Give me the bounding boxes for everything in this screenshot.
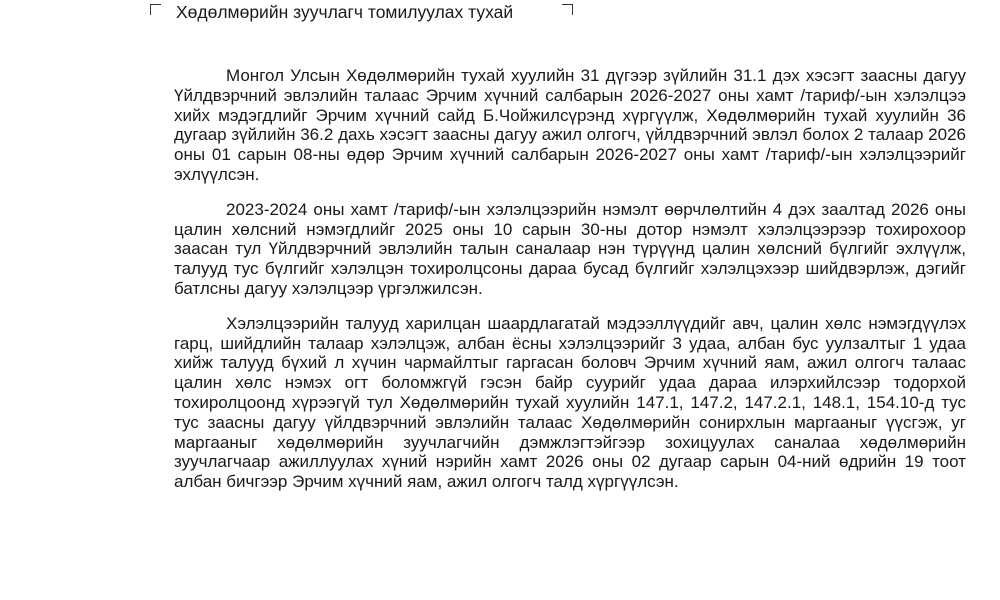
- title-corner-mark-right: [562, 4, 573, 15]
- paragraph-3: Хэлэлцээрийн талууд харилцан шаардлагатай мэдээллүүдийг авч, цалин хөлс нэмэгдүүлэх гарц, шийдлийн талаар хэлэлцэж, албан ёсны хэлэлцээрийг 3 удаа, албан бус уулзалтыг 1 удаа хийж талууд бүхий л хүчин чармайлтыг гаргасан боловч Эрчим хүчний яам, ажил олгогч талаас цалин хөлс нэмэх огт боломжгүй гэсэн байр суурийг удаа дараа илэрхийлсээр тодорхой тохиролцоонд хүрээгүй тул Хөдөлмөрийн тухай хуулийн 147.1, 147.2, 147.2.1, 148.1, 154.10-д тус тус заасны дагуу үйлдвэрчний эвлэлийн талаас Хөдөлмөрийн сонирхлын маргааныг үүсгэж, уг маргааныг хөдөлмөрийн зуучлагчийн дэмжлэгтэйгээр зохицуулах саналаа хөдөлмөрийн зуучлагчаар ажиллуулах хүний нэрийн хамт 2026 оны 02 дугаар сарын 04-ний өдрийн 19 тоот албан бичгээр Эрчим хүчний яам, ажил олгогч талд хүргүүлсэн.: [174, 313, 966, 492]
- title-corner-mark-left: [150, 4, 161, 15]
- paragraph-2: 2023-2024 оны хамт /тариф/-ын хэлэлцээрийн нэмэлт өөрчлөлтийн 4 дэх заалтад 2026 оны цалин хөлсний нэмэгдлийг 2025 оны 10 сарын 30-ны дотор нэмэлт хэлэлцээрээр тохирохоор заасан тул Үйлдвэрчний эвлэлийн талын саналаар нэн түрүүнд цалин хөлсний бүлгийг эхлүүлж, талууд тус бүлгийг хэлэлцэн тохиролцсоны дараа бусад бүлгийг хэлэлцэхээр шийдвэрлэж, дэгийг батлсны дагуу хэлэлцээр үргэлжилсэн.: [174, 199, 966, 298]
- document-body: [174, 66, 966, 492]
- document-title: Хөдөлмөрийн зуучлагч томилуулах тухай: [176, 2, 514, 22]
- paragraph-1: Монгол Улсын Хөдөлмөрийн тухай хуулийн 31 дүгээр зүйлийн 31.1 дэх хэсэгт заасны дагуу Үйлдвэрчний эвлэлийн талаас Эрчим хүчний салбарын 2026-2027 оны хамт /тариф/-ын хэлэлцээ хийх мэдэгдлийг Эрчим хүчний сайд Б.Чойжилсүрэнд хүргүүлж, Хөдөлмөрийн тухай хуулийн 36 дугаар зүйлийн 36.2 дахь хэсэгт заасны дагуу ажил олгогч, үйлдвэрчний эвлэл болох 2 талаар 2026 оны 01 сарын 08-ны өдөр Эрчим хүчний салбарын 2026-2027 оны хамт /тариф/-ын хэлэлцээрийг эхлүүлсэн.: [174, 66, 966, 184]
